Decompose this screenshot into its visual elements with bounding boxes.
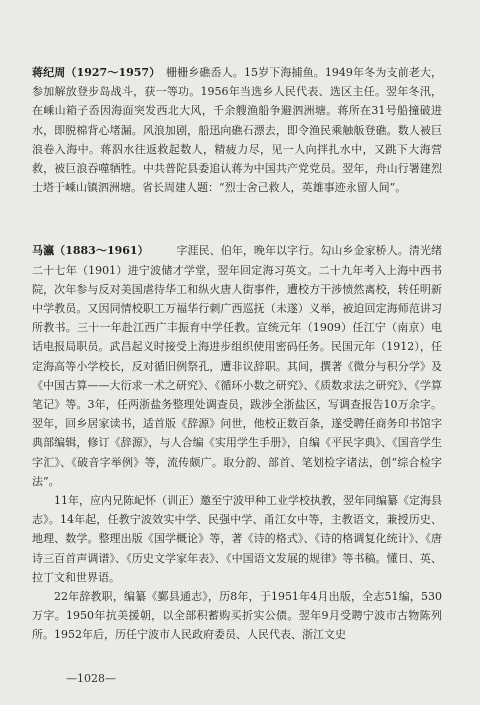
- entry-name: 马瀛（1883～1961）: [32, 244, 144, 258]
- entry-paragraph: 11年，应内兄陈屺怀（训正）邀至宁波甲种工业学校执教，翌年同编纂《定海县志》。14年起，任教宁波效实中学、民强中学、甬江女中等，主教语文，兼授历史、地理、数学。整理出版《国学概论》等，著《诗的格式》、《诗的格调复化统计》、《唐诗三百首声调谱》、《历史文学家年表》、《中国语文发展的规律》等书稿。懂日、英、拉丁文和世界语。: [32, 494, 442, 584]
- entry-text: 栅栅乡礁岙人。15岁下海捕鱼。1949年冬为支前老大，参加解放登步岛战斗，获一等功。1956年当选乡人民代表、选区主任。翌年冬汛，在嵊山箱子岙因海面突发西北大风，千余艘渔船争避泗洲塘。蒋所在31号船撞破进水，即脱棉背心堵漏。风浪加剧，船迅向礁石漂去，即令渔民乘触舨登礁。数人被巨浪卷入海中。蒋泅水往返救起数人，精疲力尽，见一人向拌扎水中，又跳下大海营救，被巨浪吞噬牺牲。中共普陀县委追认蒋为中国共产党党员。翌年，舟山行署建烈士塔于嵊山镇泗洲塘。省长周建人题：“烈士舍己救人，英雄事迹永留人间”。: [32, 66, 443, 195]
- biography-entry-ma-ying: [32, 241, 442, 491]
- biography-entry-jiang-jizhou: [32, 63, 442, 197]
- entry-paragraph: 22年辞教职，编纂《鄞县通志》，历8年，于1951年4月出版，全志51编，530万字。1950年抗美援朝，以全部积蓄购买折实公债。翌年9月受聘宁波市古物陈列所。1952年后，历任宁波市人民政府委员、人民代表、浙江文史: [32, 590, 442, 642]
- entry-separator: [32, 197, 442, 241]
- entry-text: 字涯民、伯年，晚年以字行。勾山乡金家桥人。清光绪二十七年（1901）进宁波储才学堂，翌年回定海习英文。二十九年考入上海中西书院，次年参与反对美国虐待华工和纵火唐人街事件，遭校方干涉愤然离校，转任明新中学教员。又因同情校职工万福华行刺广西巡抚（未遂）义举，被迫回定海师范讲习所教书。三十一年赴江西广丰振育中学任教。宣统元年（1909）任江宁（南京）电话电报局职员。武昌起义时接受上海进步组织使用密码任务。民国元年（1912），任定海高等小学校长，反对循旧例祭孔，遭非议辞职。其间，撰著《微分与积分学》及《中国古算——大衍求一术之研究》、《循环小数之研究》、《质数求法之研究》、《学算笔记》等。3年，任两浙盐务整理处调查员，跋涉全浙盐区，写调查报告10万余字。翌年，回乡居家读书，适首版《辞源》问世，他校正数百条，遂受聘任商务印书馆字典部编辑，修订《辞源》，与人合编《实用学生手册》，自编《平民字典》、《国音学生字汇》、《破音字举例》等，流传颇广。取分韵、部首、笔划检字诸法，创“综合检字法”。: [32, 244, 443, 488]
- page-number: —1028—: [66, 672, 116, 685]
- entry-name: 蒋纪周（1927～1957）: [32, 66, 155, 79]
